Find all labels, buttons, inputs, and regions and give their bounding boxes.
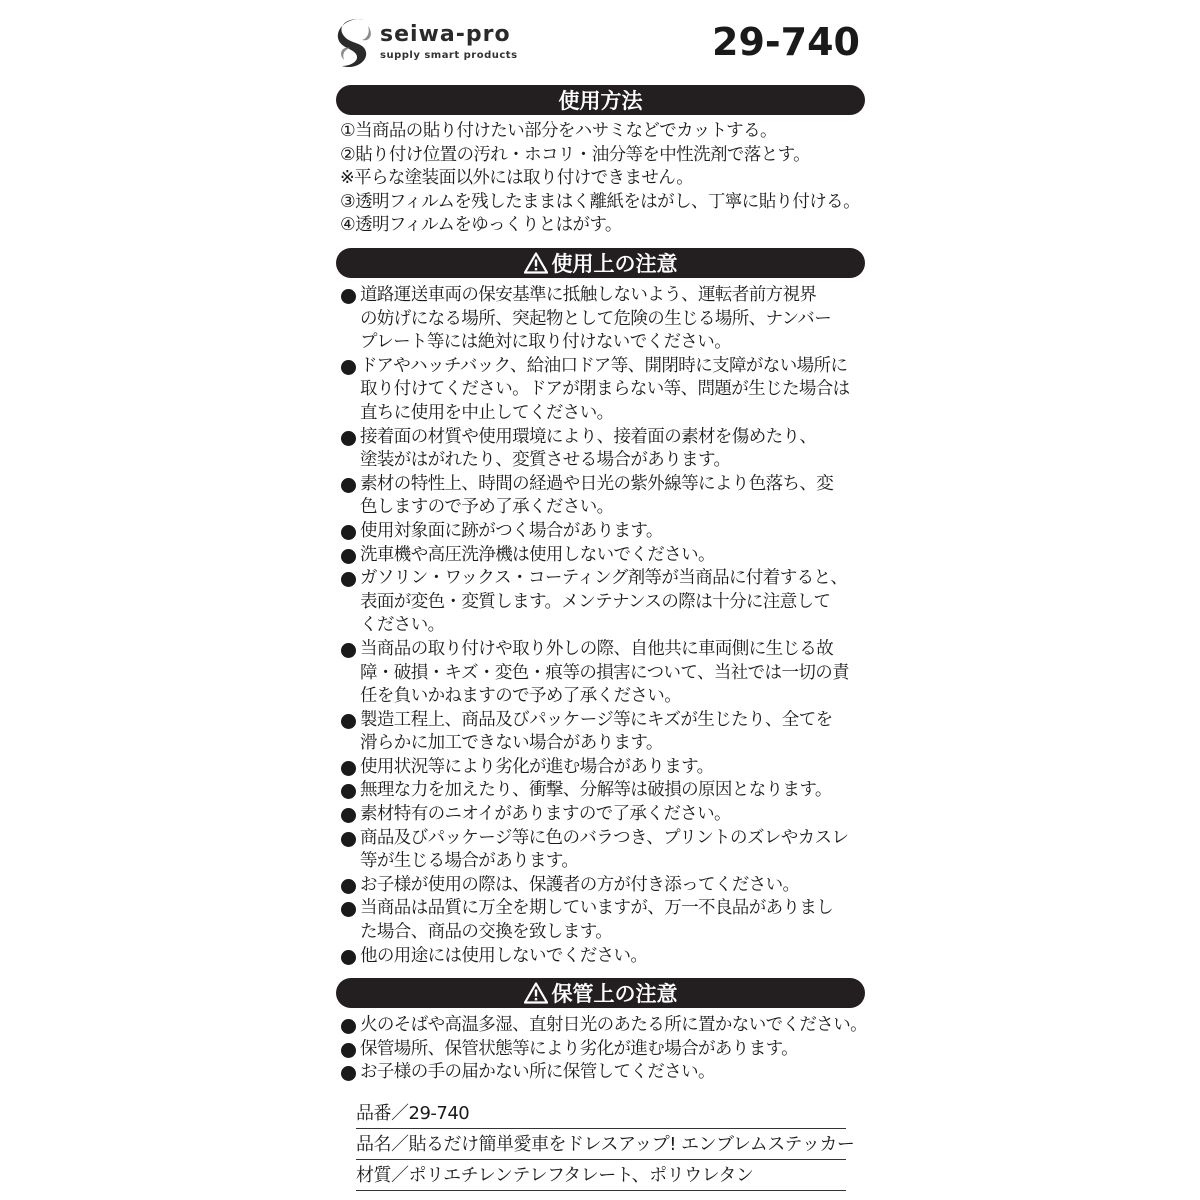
warning-icon	[524, 252, 548, 274]
caution-use-item	[340, 803, 880, 827]
caution-use-item-line: 使用対象面に跡がつく場合があります。	[340, 520, 880, 544]
caution-use-item	[340, 426, 880, 473]
caution-use-item-line: 色しますので予め了承ください。	[360, 497, 614, 518]
caution-use-item-line: 無理な力を加えたり、衝撃、分解等は破損の原因となります。	[340, 779, 880, 803]
caution-storage-list	[340, 1014, 880, 1085]
caution-use-item	[340, 827, 880, 874]
product-specs	[356, 1100, 855, 1193]
brand-tagline: supply smart products	[380, 50, 518, 61]
usage-title: 使用方法	[558, 89, 643, 113]
caution-use-item	[340, 638, 880, 709]
usage-step: ①当商品の貼り付けたい部分をハサミなどでカットする。	[340, 121, 777, 141]
caution-use-item-line: プレート等には絶対に取り付けないでください。	[360, 332, 732, 353]
spec-row: 品名／貼るだけ簡単愛車をドレスアップ! エンブレムステッカー	[356, 1131, 846, 1160]
usage-steps	[340, 120, 880, 238]
warning-icon	[524, 982, 548, 1004]
caution-use-item-line: 素材の特性上、時間の経過や日光の紫外線等により色落ち、変	[340, 473, 880, 497]
caution-storage-item	[340, 1014, 880, 1038]
usage-section-header	[336, 85, 865, 115]
brand-logo	[334, 14, 554, 74]
caution-storage-section-header	[336, 978, 865, 1008]
caution-use-item	[340, 567, 880, 638]
caution-use-item	[340, 945, 880, 969]
caution-use-item-line: 商品及びパッケージ等に色のバラつき、プリントのズレやカスレ	[340, 827, 880, 851]
usage-step: ②貼り付け位置の汚れ・ホコリ・油分等を中性洗剤で落とす。	[340, 144, 810, 165]
caution-use-item	[340, 756, 880, 780]
caution-use-item-line: 接着面の材質や使用環境により、接着面の素材を傷めたり、	[340, 426, 880, 450]
caution-use-item-line: 滑らかに加工できない場合があります。	[360, 733, 663, 754]
caution-use-item-line: 当商品は品質に万全を期していますが、万一不良品がありまし	[340, 897, 880, 921]
caution-storage-item-line: 火のそばや高温多湿、直射日光のあたる所に置かないでください。	[340, 1014, 880, 1038]
caution-use-item-line: 表面が変色・変質します。メンテナンスの際は十分に注意して	[360, 591, 831, 612]
spec-row: 材質／ポリエチレンテレフタレート、ポリウレタン	[356, 1162, 846, 1191]
caution-use-title: 使用上の注意	[551, 252, 678, 276]
caution-use-item	[340, 709, 880, 756]
caution-use-item-line: 任を負いかねますので予め了承ください。	[360, 686, 682, 707]
usage-step: ③透明フィルムを残したままはく離紙をはがし、丁寧に貼り付ける。	[340, 191, 860, 212]
caution-use-item	[340, 355, 880, 426]
caution-use-item-line: ください。	[360, 615, 445, 636]
caution-use-item-line: 取り付けてください。ドアが閉まらない等、問題が生じた場合は	[360, 379, 850, 400]
product-code: 29-740	[712, 20, 860, 64]
caution-storage-item-line: お子様の手の届かない所に保管してください。	[340, 1061, 880, 1085]
caution-use-item-line: 他の用途には使用しないでください。	[340, 945, 880, 969]
caution-use-item	[340, 897, 880, 944]
caution-use-item-line: お子様が使用の際は、保護者の方が付き添ってください。	[340, 874, 880, 898]
caution-use-item-line: 道路運送車両の保安基準に抵触しないよう、運転者前方視界	[340, 284, 880, 308]
caution-use-item-line: の妨げになる場所、突起物として危険の生じる場所、ナンバー	[360, 308, 832, 329]
caution-use-item	[340, 779, 880, 803]
caution-storage-item	[340, 1038, 880, 1062]
usage-step: ※平らな塗装面以外には取り付けできません。	[340, 168, 694, 189]
caution-use-item-line: 障・破損・キズ・変色・痕等の損害について、当社では一切の責	[360, 662, 850, 683]
caution-use-item-line: ドアやハッチバック、給油口ドア等、開閉時に支障がない場所に	[340, 355, 880, 379]
caution-use-item-line: 当商品の取り付けや取り外しの際、自他共に車両側に生じる故	[340, 638, 880, 662]
caution-use-item-line: ガソリン・ワックス・コーティング剤等が当商品に付着すると、	[340, 567, 880, 591]
caution-use-section-header	[336, 248, 865, 278]
caution-use-item-line: た場合、商品の交換を致します。	[360, 922, 613, 943]
usage-step: ④透明フィルムをゆっくりとはがす。	[340, 215, 622, 236]
caution-use-item	[340, 520, 880, 544]
caution-storage-item	[340, 1061, 880, 1085]
brand-name: seiwa-pro	[380, 22, 511, 47]
spec-row: 品番／29-740	[356, 1100, 846, 1129]
caution-storage-item-line: 保管場所、保管状態等により劣化が進む場合があります。	[340, 1038, 880, 1062]
caution-use-item-line: 使用状況等により劣化が進む場合があります。	[340, 756, 880, 780]
caution-use-list	[340, 284, 880, 968]
swirl-logo-icon	[334, 14, 378, 74]
caution-use-item	[340, 874, 880, 898]
caution-use-item	[340, 473, 880, 520]
caution-use-item-line: 製造工程上、商品及びパッケージ等にキズが生じたり、全てを	[340, 709, 880, 733]
caution-use-item-line: 塗装がはがれたり、変質させる場合があります。	[360, 450, 731, 471]
caution-use-item-line: 等が生じる場合があります。	[360, 851, 579, 872]
caution-use-item	[340, 284, 880, 355]
caution-use-item-line: 洗車機や高圧洗浄機は使用しないでください。	[340, 544, 880, 568]
caution-storage-title: 保管上の注意	[551, 982, 678, 1006]
caution-use-item-line: 直ちに使用を中止してください。	[360, 402, 614, 423]
caution-use-item-line: 素材特有のニオイがありますので了承ください。	[340, 803, 880, 827]
caution-use-item	[340, 544, 880, 568]
